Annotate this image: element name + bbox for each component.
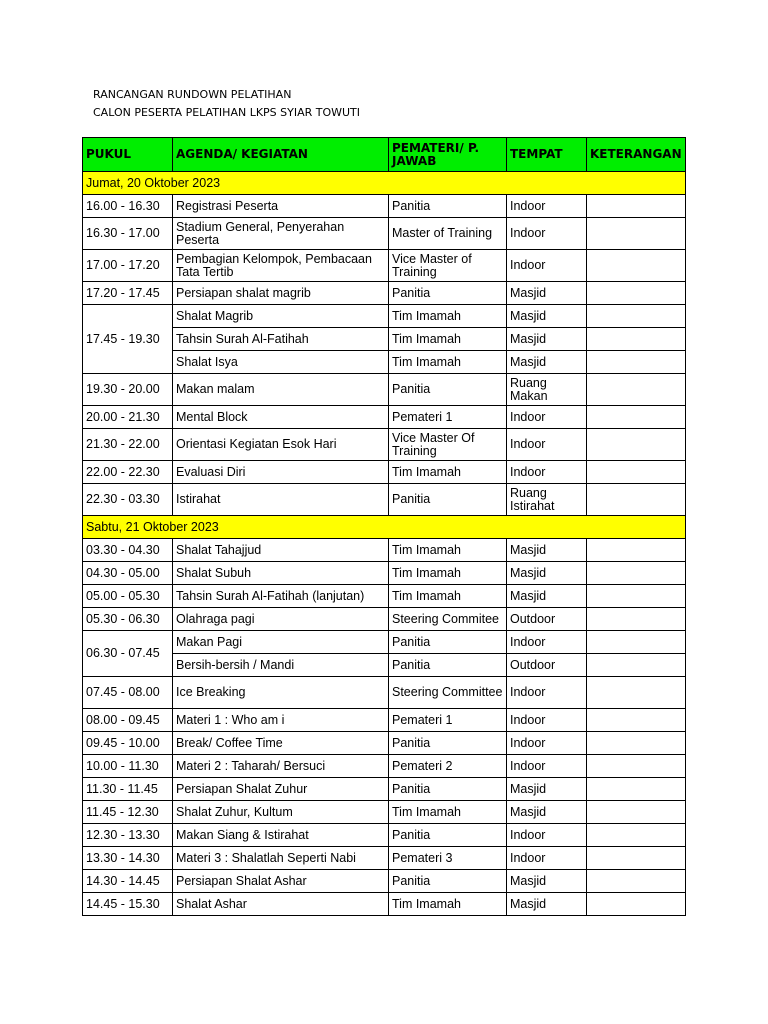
cell-place: Masjid xyxy=(507,585,587,608)
cell-note xyxy=(587,539,686,562)
cell-place: Indoor xyxy=(507,677,587,709)
cell-note xyxy=(587,778,686,801)
cell-note xyxy=(587,870,686,893)
cell-place: Indoor xyxy=(507,429,587,461)
cell-place: Masjid xyxy=(507,351,587,374)
cell-place: Indoor xyxy=(507,406,587,429)
cell-pic: Panitia xyxy=(389,870,507,893)
table-row xyxy=(83,778,686,801)
cell-time: 05.30 - 06.30 xyxy=(83,608,173,631)
cell-note xyxy=(587,250,686,282)
cell-note xyxy=(587,461,686,484)
cell-place: Masjid xyxy=(507,893,587,916)
cell-place: Indoor xyxy=(507,824,587,847)
cell-pic: Steering Commitee xyxy=(389,608,507,631)
cell-note xyxy=(587,654,686,677)
cell-pic: Tim Imamah xyxy=(389,562,507,585)
cell-note xyxy=(587,406,686,429)
cell-note xyxy=(587,328,686,351)
table-row xyxy=(83,654,686,677)
cell-agenda: Ice Breaking xyxy=(173,677,389,709)
cell-note xyxy=(587,562,686,585)
table-row xyxy=(83,218,686,250)
cell-pic: Tim Imamah xyxy=(389,539,507,562)
table-row xyxy=(83,847,686,870)
table-row xyxy=(83,893,686,916)
cell-time: 22.30 - 03.30 xyxy=(83,484,173,516)
cell-pic: Panitia xyxy=(389,484,507,516)
cell-note xyxy=(587,374,686,406)
cell-place: Masjid xyxy=(507,778,587,801)
cell-agenda: Materi 1 : Who am i xyxy=(173,709,389,732)
rundown-table xyxy=(82,137,686,916)
cell-time: 20.00 - 21.30 xyxy=(83,406,173,429)
cell-agenda: Shalat Subuh xyxy=(173,562,389,585)
cell-time: 03.30 - 04.30 xyxy=(83,539,173,562)
cell-pic: Tim Imamah xyxy=(389,305,507,328)
cell-note xyxy=(587,484,686,516)
cell-note xyxy=(587,893,686,916)
cell-agenda: Break/ Coffee Time xyxy=(173,732,389,755)
cell-note xyxy=(587,305,686,328)
table-row xyxy=(83,824,686,847)
document-subtitle: CALON PESERTA PELATIHAN LKPS SYIAR TOWUTI xyxy=(93,106,361,119)
cell-place: Indoor xyxy=(507,755,587,778)
cell-place: Masjid xyxy=(507,539,587,562)
table-row xyxy=(83,328,686,351)
cell-pic: Panitia xyxy=(389,778,507,801)
cell-place: Masjid xyxy=(507,870,587,893)
cell-pic: Tim Imamah xyxy=(389,893,507,916)
table-row xyxy=(83,374,686,406)
cell-time: 16.30 - 17.00 xyxy=(83,218,173,250)
cell-agenda: Makan Pagi xyxy=(173,631,389,654)
cell-agenda: Orientasi Kegiatan Esok Hari xyxy=(173,429,389,461)
table-row xyxy=(83,282,686,305)
cell-place: Masjid xyxy=(507,305,587,328)
cell-pic: Pemateri 3 xyxy=(389,847,507,870)
cell-agenda: Shalat Isya xyxy=(173,351,389,374)
cell-note xyxy=(587,608,686,631)
cell-agenda: Tahsin Surah Al-Fatihah xyxy=(173,328,389,351)
header-tempat: TEMPAT xyxy=(507,138,587,172)
cell-agenda: Shalat Magrib xyxy=(173,305,389,328)
cell-pic: Panitia xyxy=(389,195,507,218)
day-row xyxy=(83,516,686,539)
cell-time: 05.00 - 05.30 xyxy=(83,585,173,608)
cell-time: 14.30 - 14.45 xyxy=(83,870,173,893)
cell-time: 21.30 - 22.00 xyxy=(83,429,173,461)
cell-agenda: Evaluasi Diri xyxy=(173,461,389,484)
cell-pic: Tim Imamah xyxy=(389,351,507,374)
table-row xyxy=(83,677,686,709)
table-row xyxy=(83,429,686,461)
cell-pic: Panitia xyxy=(389,654,507,677)
cell-time: 17.00 - 17.20 xyxy=(83,250,173,282)
cell-place: Indoor xyxy=(507,218,587,250)
cell-place: Indoor xyxy=(507,847,587,870)
cell-note xyxy=(587,755,686,778)
cell-pic: Pemateri 2 xyxy=(389,755,507,778)
cell-time: 13.30 - 14.30 xyxy=(83,847,173,870)
cell-agenda: Stadium General, Penyerahan Peserta xyxy=(173,218,389,250)
table-row xyxy=(83,461,686,484)
cell-place: Outdoor xyxy=(507,608,587,631)
cell-agenda: Tahsin Surah Al-Fatihah (lanjutan) xyxy=(173,585,389,608)
cell-place: Indoor xyxy=(507,732,587,755)
cell-time: 17.45 - 19.30 xyxy=(83,305,173,374)
cell-time: 10.00 - 11.30 xyxy=(83,755,173,778)
cell-pic: Panitia xyxy=(389,631,507,654)
cell-pic: Vice Master Of Training xyxy=(389,429,507,461)
header-agenda: AGENDA/ KEGIATAN xyxy=(173,138,389,172)
cell-pic: Panitia xyxy=(389,732,507,755)
cell-note xyxy=(587,429,686,461)
cell-pic: Pemateri 1 xyxy=(389,709,507,732)
cell-place: Indoor xyxy=(507,709,587,732)
cell-note xyxy=(587,351,686,374)
cell-agenda: Makan malam xyxy=(173,374,389,406)
table-row xyxy=(83,870,686,893)
table-row xyxy=(83,631,686,654)
cell-pic: Panitia xyxy=(389,282,507,305)
cell-place: Indoor xyxy=(507,250,587,282)
table-row xyxy=(83,195,686,218)
cell-place: Masjid xyxy=(507,282,587,305)
cell-pic: Tim Imamah xyxy=(389,801,507,824)
cell-note xyxy=(587,585,686,608)
cell-agenda: Olahraga pagi xyxy=(173,608,389,631)
table-row xyxy=(83,755,686,778)
cell-pic: Panitia xyxy=(389,374,507,406)
cell-time: 09.45 - 10.00 xyxy=(83,732,173,755)
cell-pic: Tim Imamah xyxy=(389,461,507,484)
cell-time: 04.30 - 05.00 xyxy=(83,562,173,585)
cell-agenda: Materi 2 : Taharah/ Bersuci xyxy=(173,755,389,778)
cell-agenda: Pembagian Kelompok, Pembacaan Tata Tertib xyxy=(173,250,389,282)
day-row xyxy=(83,172,686,195)
cell-agenda: Persiapan Shalat Ashar xyxy=(173,870,389,893)
cell-note xyxy=(587,801,686,824)
cell-time: 06.30 - 07.45 xyxy=(83,631,173,677)
table-row xyxy=(83,305,686,328)
cell-agenda: Istirahat xyxy=(173,484,389,516)
cell-note xyxy=(587,732,686,755)
table-row xyxy=(83,250,686,282)
cell-pic: Master of Training xyxy=(389,218,507,250)
cell-place: Indoor xyxy=(507,631,587,654)
table-row xyxy=(83,732,686,755)
cell-time: 22.00 - 22.30 xyxy=(83,461,173,484)
cell-agenda: Makan Siang & Istirahat xyxy=(173,824,389,847)
table-header-row xyxy=(83,138,686,172)
cell-pic: Panitia xyxy=(389,824,507,847)
cell-place: Masjid xyxy=(507,801,587,824)
table-row xyxy=(83,562,686,585)
cell-agenda: Bersih-bersih / Mandi xyxy=(173,654,389,677)
cell-time: 07.45 - 08.00 xyxy=(83,677,173,709)
cell-agenda: Registrasi Peserta xyxy=(173,195,389,218)
cell-time: 11.30 - 11.45 xyxy=(83,778,173,801)
cell-agenda: Mental Block xyxy=(173,406,389,429)
cell-time: 17.20 - 17.45 xyxy=(83,282,173,305)
table-row xyxy=(83,608,686,631)
header-pukul: PUKUL xyxy=(83,138,173,172)
cell-note xyxy=(587,631,686,654)
cell-time: 16.00 - 16.30 xyxy=(83,195,173,218)
cell-place: Masjid xyxy=(507,328,587,351)
cell-place: Ruang Makan xyxy=(507,374,587,406)
document-title: RANCANGAN RUNDOWN PELATIHAN xyxy=(93,88,292,101)
cell-pic: Tim Imamah xyxy=(389,328,507,351)
cell-place: Indoor xyxy=(507,461,587,484)
cell-note xyxy=(587,282,686,305)
table-row xyxy=(83,539,686,562)
cell-agenda: Shalat Tahajjud xyxy=(173,539,389,562)
cell-note xyxy=(587,709,686,732)
cell-note xyxy=(587,677,686,709)
cell-agenda: Shalat Zuhur, Kultum xyxy=(173,801,389,824)
cell-agenda: Persiapan shalat magrib xyxy=(173,282,389,305)
cell-pic: Tim Imamah xyxy=(389,585,507,608)
table-row xyxy=(83,709,686,732)
table-row xyxy=(83,406,686,429)
cell-place: Masjid xyxy=(507,562,587,585)
cell-time: 11.45 - 12.30 xyxy=(83,801,173,824)
cell-place: Indoor xyxy=(507,195,587,218)
table-row xyxy=(83,585,686,608)
table-row xyxy=(83,351,686,374)
cell-note xyxy=(587,218,686,250)
cell-agenda: Materi 3 : Shalatlah Seperti Nabi xyxy=(173,847,389,870)
day-label: Sabtu, 21 Oktober 2023 xyxy=(83,516,686,539)
day-label: Jumat, 20 Oktober 2023 xyxy=(83,172,686,195)
cell-pic: Steering Committee xyxy=(389,677,507,709)
cell-pic: Pemateri 1 xyxy=(389,406,507,429)
table-row xyxy=(83,801,686,824)
header-keterangan: KETERANGAN xyxy=(587,138,686,172)
cell-note xyxy=(587,195,686,218)
table-row xyxy=(83,484,686,516)
cell-time: 14.45 - 15.30 xyxy=(83,893,173,916)
cell-pic: Vice Master of Training xyxy=(389,250,507,282)
cell-time: 12.30 - 13.30 xyxy=(83,824,173,847)
cell-agenda: Shalat Ashar xyxy=(173,893,389,916)
cell-note xyxy=(587,824,686,847)
cell-time: 19.30 - 20.00 xyxy=(83,374,173,406)
cell-place: Outdoor xyxy=(507,654,587,677)
cell-agenda: Persiapan Shalat Zuhur xyxy=(173,778,389,801)
cell-note xyxy=(587,847,686,870)
cell-time: 08.00 - 09.45 xyxy=(83,709,173,732)
header-pemateri: PEMATERI/ P. JAWAB xyxy=(389,138,507,172)
cell-place: Ruang Istirahat xyxy=(507,484,587,516)
